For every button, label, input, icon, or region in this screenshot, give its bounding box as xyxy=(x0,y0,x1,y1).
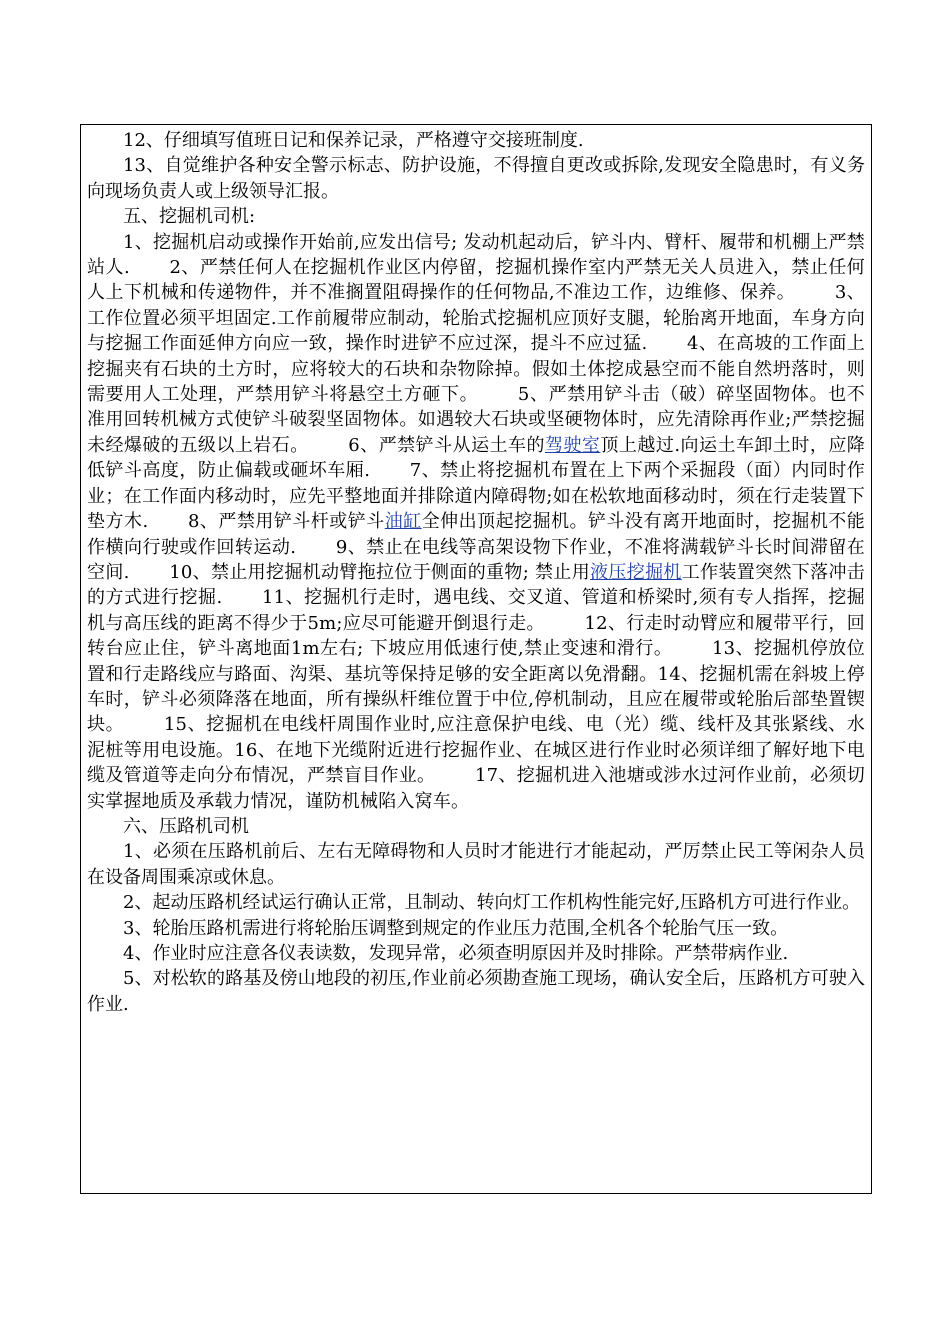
excavator-rule-5: 5、严禁用铲斗击（破）碎坚固物体。也不准用回转机械方式使铲斗破裂坚固物体。如遇较大石块或坚硬物体时，应先清除再作业;严禁挖掘未经爆破的五级以上岩石。 xyxy=(87,384,865,456)
roller-rule-3: 3、轮胎压路机需进行将轮胎压调整到规定的作业压力范围,全机各个轮胎气压一致。 xyxy=(123,917,789,939)
excavator-rule-14: 14、挖掘机需在斜坡上停车时，铲斗必须降落在地面，所有操纵杆维位置于中位,停机制动，且应在履带或轮胎后部垫置锲块。 xyxy=(87,663,865,736)
cab-link[interactable]: 驾驶室 xyxy=(544,434,601,456)
hydraulic-excavator-link[interactable]: 液压挖掘机 xyxy=(590,561,682,583)
roller-rule-1: 1、必须在压路机前后、左右无障碍物和人员时才能进行才能起动，严厉禁止民工等闲杂人员在设备周围乘凉或休息。 xyxy=(87,841,865,888)
section-heading-roller: 六、压路机司机 xyxy=(123,815,249,837)
roller-rule-5: 5、对松软的路基及傍山地段的初压,作业前必须勘查施工现场，确认安全后，压路机方可驶入作业. xyxy=(87,968,865,1015)
excavator-rule-13: 13、挖掘机停放位置和行走路线应与路面、沟渠、基坑等保持足够的安全距离以免滑翻。 xyxy=(87,638,865,685)
excavator-rule-16: 16、在地下光缆附近进行挖掘作业、在城区进行作业时必须详细了解好地下电缆及管道等走向分布情况，严禁盲目作业。 xyxy=(87,739,865,787)
section-heading-excavator: 五、挖掘机司机: xyxy=(123,206,256,228)
cylinder-link[interactable]: 油缸 xyxy=(384,511,422,533)
excavator-rule-17: 17、挖掘机进入池塘或涉水过河作业前，必须切实掌握地质及承载力情况，谨防机械陷入窝车。 xyxy=(87,765,865,812)
document-frame xyxy=(80,124,872,1194)
excavator-rule-11: 11、挖掘机行走时，遇电线、交叉道、管道和桥梁时,须有专人指挥，挖掘机与高压线的距离不得少于5m;应尽可能避开倒退行走。 xyxy=(87,587,865,634)
excavator-rule-6-end: 顶上越过.向运土车卸土时，应降低铲斗高度，防止偏载或砸坏车厢. xyxy=(87,434,865,482)
excavator-rule-7: 7、禁止将挖掘机布置在上下两个采掘段（面）内同时作业；在工作面内移动时，应先平整地面并排除道内障碍物;如在松软地面移动时，须在行走装置下垫方木. xyxy=(87,460,866,533)
excavator-rule-4: 4、在高坡的工作面上挖掘夹有石块的土方时，应将较大的石块和杂物除掉。假如土体挖成悬空而不能自然坍落时，则需要用人工处理，严禁用铲斗将悬空土方砸下。 xyxy=(87,333,865,406)
excavator-rule-6-start: 6、严禁铲斗从运土车的 xyxy=(348,434,545,456)
excavator-rule-15: 15、挖掘机在电线杆周围作业时,应注意保护电线、电（光）缆、线杆及其张紧线、水泥桩等用电设施。 xyxy=(87,714,865,761)
paragraph-excavator-rules xyxy=(87,230,865,814)
paragraph-safety-signs: 13、自觉维护各种安全警示标志、防护设施，不得擅自更改或拆除,发现安全隐患时，有义务向现场负责人或上级领导汇报。 xyxy=(87,155,865,202)
excavator-rule-8-end: 全伸出顶起挖掘机。铲斗没有离开地面时，挖掘机不能作横向行驶或作回转运动. xyxy=(87,511,865,558)
excavator-rule-12: 12、行走时动臂应和履带平行，回转台应止住，铲斗离地面1m左右; 下坡应用低速行使,禁止变速和滑行。 xyxy=(87,612,865,660)
excavator-rule-9: 9、禁止在电线等高架设物下作业，不准将满载铲斗长时间滞留在空间. xyxy=(87,536,865,583)
excavator-rule-10-start: 10、禁止用挖掘机动臂拖拉位于侧面的重物; 禁止用 xyxy=(169,561,591,583)
excavator-rule-1: 1、挖掘机启动或操作开始前,应发出信号; 发动机起动后，铲斗内、臂杆、履带和机棚上严禁站人. xyxy=(87,231,865,279)
excavator-rule-8-start: 8、严禁用铲斗杆或铲斗 xyxy=(187,511,385,533)
excavator-rule-3: 3、工作位置必须平坦固定.工作前履带应制动，轮胎式挖掘机应顶好支腿，轮胎离开地面，车身方向与挖掘工作面延伸方向应一致，操作时进铲不应过深，提斗不应过猛. xyxy=(87,282,865,355)
excavator-rule-2: 2、严禁任何人在挖掘机作业区内停留，挖掘机操作室内严禁无关人员进入，禁止任何人上下机械和传递物件，并不准搁置阻碍操作的任何物品,不准边工作，边维修、保养。 xyxy=(87,257,865,304)
excavator-rule-10-end: 工作装置突然下落冲击的方式进行挖掘. xyxy=(87,561,866,609)
paragraph-shift-log: 12、仔细填写值班日记和保养记录，严格遵守交接班制度. xyxy=(123,130,584,151)
roller-rule-4: 4、作业时应注意各仪表读数，发现异常，必须查明原因并及时排除。严禁带病作业. xyxy=(123,943,789,964)
roller-rule-2: 2、起动压路机经试运行确认正常，且制动、转向灯工作机构性能完好,压路机方可进行作业。 xyxy=(123,892,861,914)
